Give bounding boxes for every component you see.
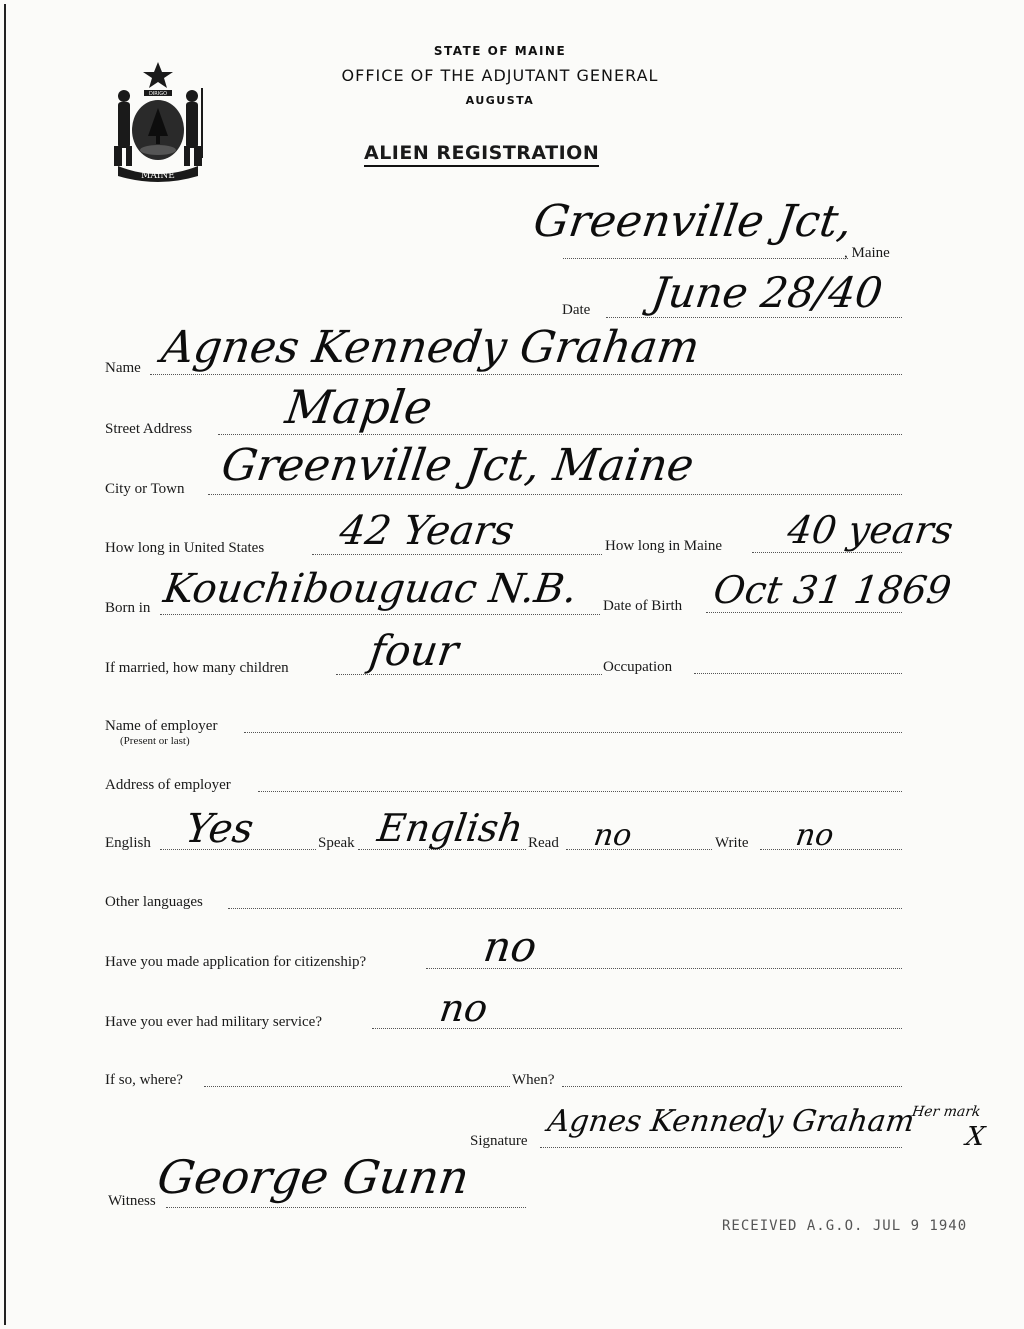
- witness-value: George Gunn: [154, 1150, 473, 1204]
- town-value: Greenville Jct,: [530, 196, 856, 247]
- signature-label: Signature: [470, 1133, 528, 1149]
- present-or-last-note: (Present or last): [120, 735, 190, 747]
- street-address-label: Street Address: [105, 421, 193, 437]
- mark-x: X: [963, 1122, 987, 1152]
- when-line: [562, 1086, 902, 1087]
- when-label: When?: [512, 1072, 555, 1088]
- how-long-maine-line: [752, 552, 902, 553]
- address-of-employer-line: [258, 791, 902, 792]
- date-label: Date: [562, 302, 591, 318]
- english-value: Yes: [182, 806, 257, 852]
- form-title: ALIEN REGISTRATION: [364, 142, 599, 167]
- military-label: Have you ever had military service?: [105, 1014, 322, 1030]
- her-mark-note: Her mark: [910, 1104, 982, 1120]
- signature-line: [540, 1147, 902, 1148]
- date-value: June 28/40: [648, 268, 886, 317]
- speak-value: English: [374, 806, 526, 850]
- witness-line: [166, 1207, 526, 1208]
- date-line: [606, 317, 902, 318]
- citizenship-label: Have you made application for citizenship?: [105, 954, 367, 970]
- received-stamp: RECEIVED A.G.O. JUL 9 1940: [722, 1218, 968, 1234]
- read-line: [566, 849, 712, 850]
- married-children-label: If married, how many children: [105, 660, 289, 676]
- town-line: [563, 258, 848, 259]
- born-in-label: Born in: [105, 600, 151, 616]
- other-languages-label: Other languages: [105, 894, 203, 910]
- how-long-us-label: How long in United States: [105, 540, 265, 556]
- witness-label: Witness: [108, 1193, 156, 1209]
- how-long-maine-value: 40 years: [784, 508, 956, 552]
- how-long-us-line: [312, 554, 602, 555]
- seal-banner: MAINE: [141, 171, 175, 181]
- citizenship-value: no: [480, 922, 540, 971]
- street-address-line: [218, 434, 902, 435]
- born-in-line: [160, 614, 600, 615]
- street-address-value: Maple: [282, 380, 436, 434]
- name-label: Name: [105, 360, 141, 376]
- read-label: Read: [528, 835, 559, 851]
- name-of-employer-label: Name of employer: [105, 718, 218, 734]
- english-label: English: [105, 835, 151, 851]
- maine-label: , Maine: [844, 245, 890, 261]
- date-of-birth-line: [706, 612, 902, 613]
- how-long-maine-label: How long in Maine: [605, 538, 723, 554]
- write-value: no: [793, 818, 836, 853]
- city-or-town-line: [208, 494, 902, 495]
- occupation-line: [694, 673, 902, 674]
- children-value: four: [366, 626, 462, 675]
- how-long-us-value: 42 Years: [336, 508, 517, 554]
- date-of-birth-value: Oct 31 1869: [710, 568, 955, 612]
- occupation-label: Occupation: [603, 659, 673, 675]
- military-value: no: [436, 986, 491, 1030]
- name-of-employer-line: [244, 732, 902, 733]
- if-so-where-label: If so, where?: [105, 1072, 183, 1088]
- state-heading: STATE OF MAINE: [433, 44, 567, 58]
- city-or-town-label: City or Town: [105, 481, 185, 497]
- address-of-employer-label: Address of employer: [105, 777, 231, 793]
- city-heading: AUGUSTA: [465, 94, 535, 107]
- seal-motto: DIRIGO: [148, 91, 168, 97]
- city-or-town-value: Greenville Jct, Maine: [218, 440, 697, 491]
- date-of-birth-label: Date of Birth: [603, 598, 683, 614]
- signature-value: Agnes Kennedy Graham: [545, 1104, 917, 1139]
- where-line: [204, 1086, 510, 1087]
- other-languages-line: [228, 908, 902, 909]
- name-line: [150, 374, 902, 375]
- speak-label: Speak: [318, 835, 355, 851]
- born-in-value: Kouchibouguac N.B.: [160, 566, 580, 612]
- name-value: Agnes Kennedy Graham: [158, 322, 703, 373]
- office-heading: OFFICE OF THE ADJUTANT GENERAL: [341, 66, 659, 85]
- read-value: no: [591, 818, 634, 853]
- write-label: Write: [715, 835, 749, 851]
